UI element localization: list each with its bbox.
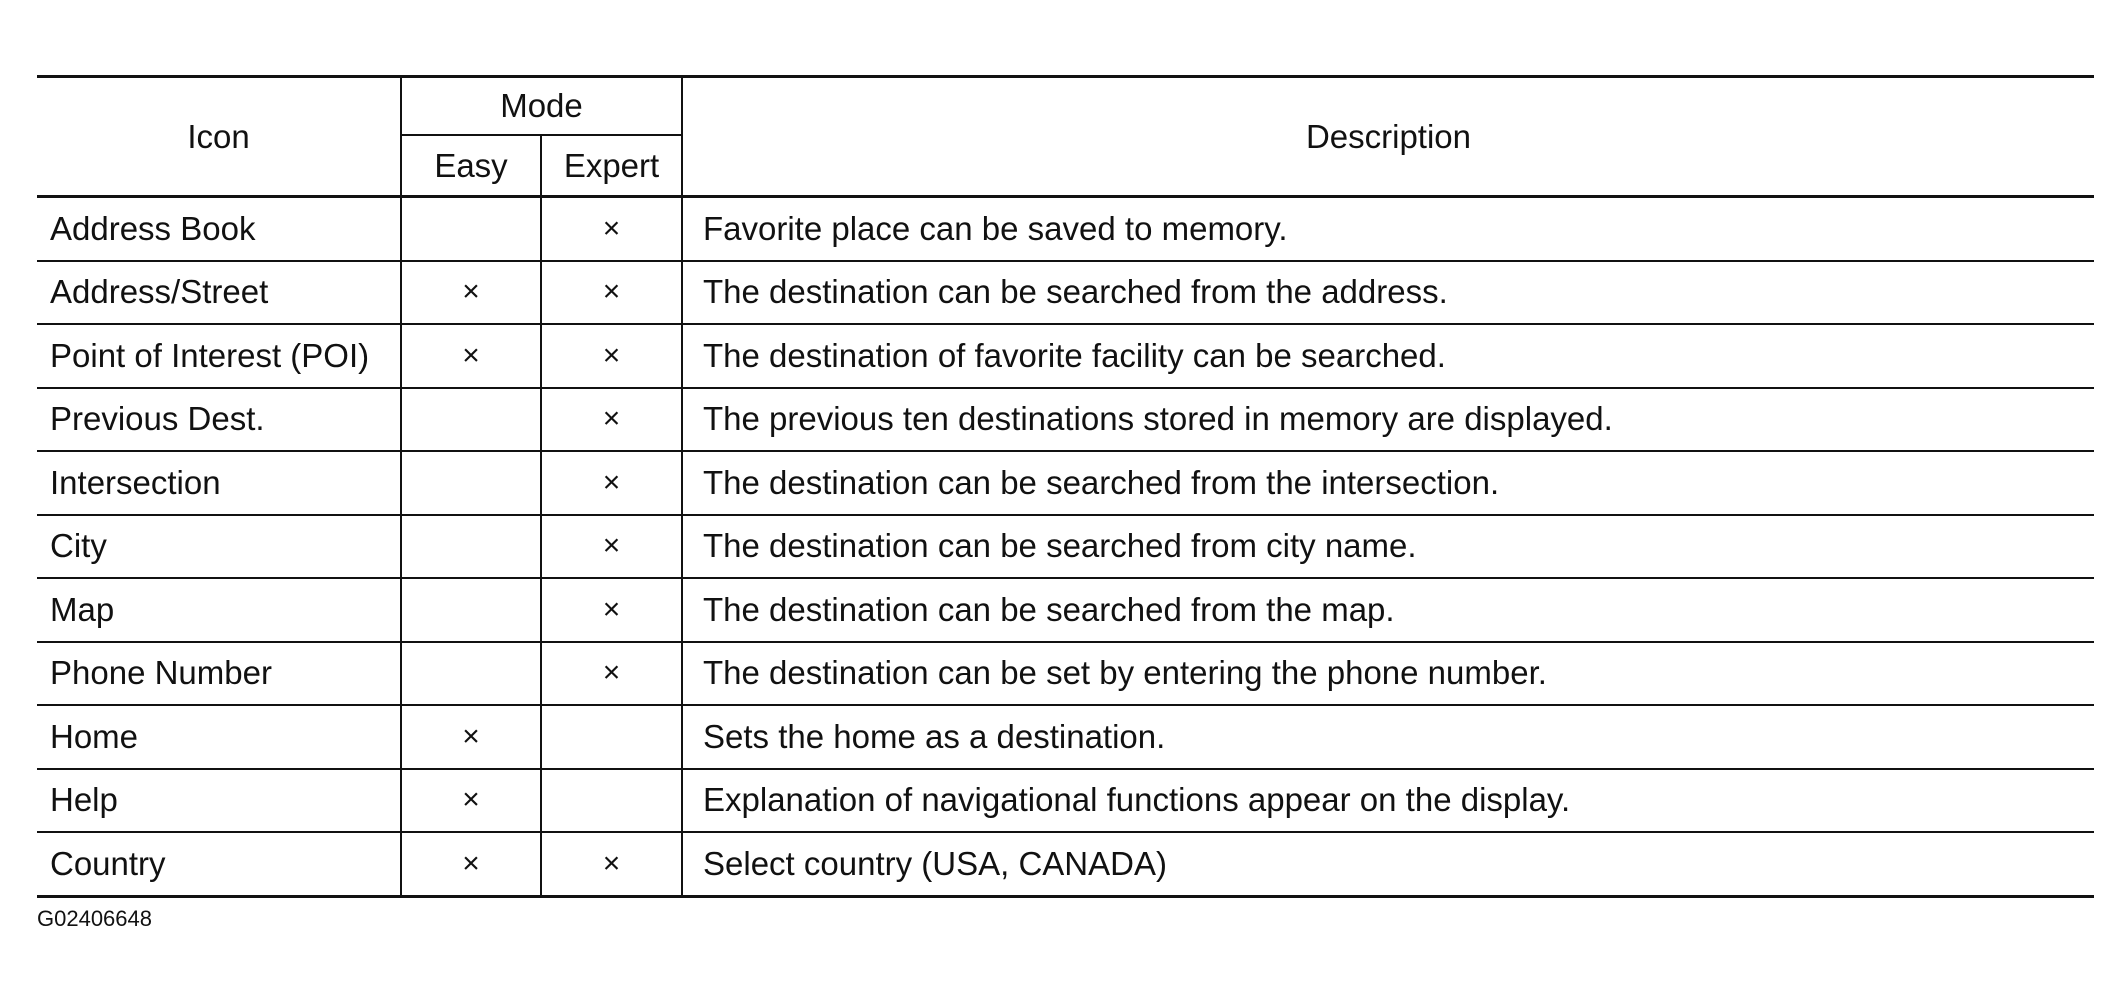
table-header [37,77,2094,197]
table-row [37,515,2094,579]
row-icon-label: Home [37,705,401,769]
header-icon: Icon [37,77,401,197]
mode-table [37,75,2094,898]
expert-mode-mark: × [541,197,682,261]
easy-mode-mark [401,451,541,515]
expert-mode-mark: × [541,642,682,706]
row-icon-label: Map [37,578,401,642]
easy-mode-mark [401,388,541,452]
row-icon-label: Intersection [37,451,401,515]
expert-mode-mark: × [541,832,682,896]
row-icon-label: Country [37,832,401,896]
row-icon-label: Previous Dest. [37,388,401,452]
row-description: The destination of favorite facility can be searched. [682,324,2094,388]
header-mode: Mode [401,77,682,136]
easy-mode-mark: × [401,769,541,833]
easy-mode-mark [401,197,541,261]
row-description: The destination can be searched from the intersection. [682,451,2094,515]
expert-mode-mark: × [541,515,682,579]
easy-mode-mark [401,578,541,642]
easy-mode-mark: × [401,261,541,325]
row-description: Sets the home as a destination. [682,705,2094,769]
expert-mode-mark: × [541,388,682,452]
table-row [37,388,2094,452]
row-description: The destination can be set by entering the phone number. [682,642,2094,706]
expert-mode-mark: × [541,451,682,515]
easy-mode-mark [401,642,541,706]
table-row [37,769,2094,833]
row-description: The destination can be searched from the address. [682,261,2094,325]
header-expert: Expert [541,135,682,197]
expert-mode-mark [541,705,682,769]
row-icon-label: City [37,515,401,579]
row-description: Favorite place can be saved to memory. [682,197,2094,261]
expert-mode-mark: × [541,324,682,388]
row-description: Select country (USA, CANADA) [682,832,2094,896]
row-icon-label: Address Book [37,197,401,261]
row-description: Explanation of navigational functions appear on the display. [682,769,2094,833]
row-description: The destination can be searched from the map. [682,578,2094,642]
easy-mode-mark: × [401,705,541,769]
easy-mode-mark [401,515,541,579]
row-icon-label: Phone Number [37,642,401,706]
row-icon-label: Point of Interest (POI) [37,324,401,388]
row-icon-label: Help [37,769,401,833]
row-description: The destination can be searched from city name. [682,515,2094,579]
header-description: Description [682,77,2094,197]
expert-mode-mark: × [541,261,682,325]
table-row [37,578,2094,642]
easy-mode-mark: × [401,832,541,896]
expert-mode-mark: × [541,578,682,642]
table-row [37,261,2094,325]
row-description: The previous ten destinations stored in memory are displayed. [682,388,2094,452]
easy-mode-mark: × [401,324,541,388]
table-row [37,705,2094,769]
row-icon-label: Address/Street [37,261,401,325]
table-row [37,451,2094,515]
table-row [37,832,2094,896]
table-row [37,324,2094,388]
figure-code: G02406648 [37,906,152,931]
table-body [37,197,2094,897]
header-easy: Easy [401,135,541,197]
expert-mode-mark [541,769,682,833]
table-row [37,642,2094,706]
table-row [37,197,2094,261]
